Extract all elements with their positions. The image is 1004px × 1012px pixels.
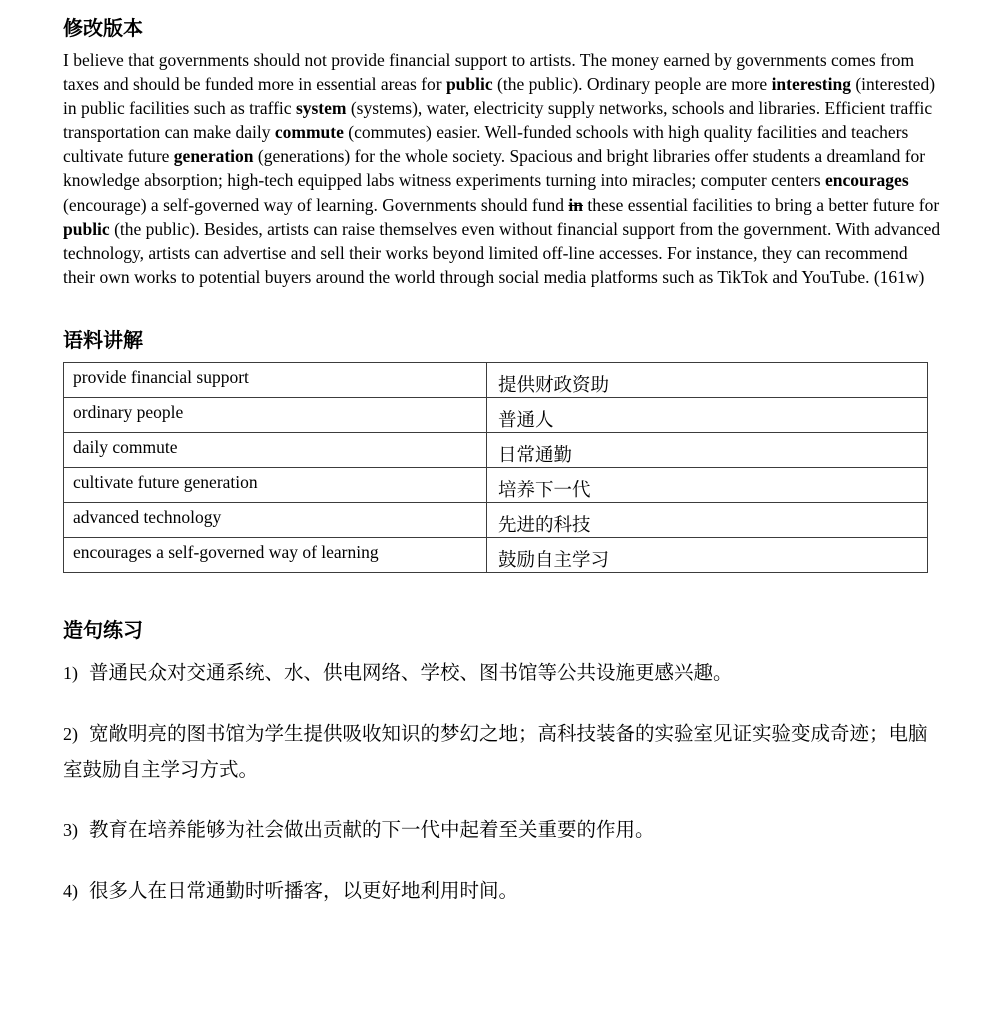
essay-text-run: (the public). Ordinary people are more bbox=[492, 74, 772, 95]
revision-paragraph bbox=[63, 48, 941, 289]
essay-text-run: (commutes) easier. Well-funded schools with high quality facilities and teachers cultivate future bbox=[63, 122, 909, 167]
practice-sentence bbox=[63, 873, 941, 909]
vocab-phrase-en: advanced technology bbox=[64, 502, 487, 537]
essay-correction-word: interesting bbox=[771, 74, 851, 95]
practice-sentence bbox=[63, 812, 941, 848]
essay-correction-word: in bbox=[568, 194, 583, 215]
essay-text-run: (interested) in public facilities such as traffic bbox=[63, 74, 936, 119]
vocab-phrase-zh: 普通人 bbox=[487, 397, 928, 432]
practice-heading: 造句练习 bbox=[63, 617, 143, 642]
practice-sentence bbox=[63, 716, 941, 787]
vocab-table-row bbox=[64, 467, 928, 502]
vocab-table-row bbox=[64, 502, 928, 537]
essay-correction-word: commute bbox=[274, 122, 344, 143]
essay-correction-word: system bbox=[295, 98, 347, 119]
practice-sentence bbox=[63, 655, 941, 691]
vocab-phrase-en: encourages a self-governed way of learning bbox=[64, 537, 487, 572]
sentence-text: 教育在培养能够为社会做出贡献的下一代中起着至关重要的作用。 bbox=[89, 817, 655, 841]
essay-text-run: I believe that governments should not provide financial support to artists. The money earned by governments comes from taxes and should be funded more in essential areas for bbox=[63, 50, 915, 95]
vocab-phrase-en: daily commute bbox=[64, 432, 487, 467]
vocab-phrase-en: ordinary people bbox=[64, 397, 487, 432]
sentence-text: 很多人在日常通勤时听播客，以更好地利用时间。 bbox=[89, 878, 519, 902]
essay-text-run: (generations) for the whole society. Spacious and bright libraries offer students a dreamland for knowledge absorption; high-tech equipped labs witness experiments turning into miracles; computer centers bbox=[63, 146, 926, 191]
vocab-phrase-en: provide financial support bbox=[64, 362, 487, 397]
essay-text-run: (systems), water, electricity supply networks, schools and libraries. Efficient traffic transportation can make daily bbox=[63, 98, 933, 143]
essay-correction-word: encourages bbox=[825, 170, 909, 191]
sentence-text: 宽敞明亮的图书馆为学生提供吸收知识的梦幻之地；高科技装备的实验室见证实验变成奇迹；电脑室鼓励自主学习方式。 bbox=[63, 721, 928, 781]
vocab-heading: 语料讲解 bbox=[63, 327, 143, 352]
essay-text-run: these essential facilities to bring a better future for bbox=[583, 194, 940, 215]
sentence-text: 普通民众对交通系统、水、供电网络、学校、图书馆等公共设施更感兴趣。 bbox=[89, 660, 733, 684]
vocab-phrase-zh: 日常通勤 bbox=[487, 432, 928, 467]
revision-section bbox=[63, 15, 941, 289]
essay-correction-word: public bbox=[445, 74, 493, 95]
vocab-phrase-en: cultivate future generation bbox=[64, 467, 487, 502]
essay-correction-word: generation bbox=[173, 146, 254, 167]
vocab-section bbox=[63, 327, 941, 573]
vocab-phrase-zh: 培养下一代 bbox=[487, 467, 928, 502]
sentence-number: 1) bbox=[63, 662, 78, 683]
vocab-phrase-zh: 提供财政资助 bbox=[487, 362, 928, 397]
essay-text-run: (encourage) a self-governed way of learning. Governments should fund bbox=[63, 194, 569, 215]
practice-section bbox=[63, 617, 941, 909]
sentence-number: 2) bbox=[63, 723, 78, 744]
sentence-number: 3) bbox=[63, 819, 78, 840]
vocab-table-row bbox=[64, 432, 928, 467]
revision-heading: 修改版本 bbox=[63, 16, 143, 40]
vocab-table bbox=[63, 362, 928, 573]
vocab-table-row bbox=[64, 397, 928, 432]
vocab-table-row bbox=[64, 362, 928, 397]
essay-correction-word: public bbox=[63, 218, 110, 239]
vocab-table-row bbox=[64, 537, 928, 572]
sentence-list bbox=[63, 655, 941, 909]
sentence-number: 4) bbox=[63, 880, 78, 901]
vocab-phrase-zh: 鼓励自主学习 bbox=[487, 537, 928, 572]
vocab-phrase-zh: 先进的科技 bbox=[487, 502, 928, 537]
essay-text-run: (the public). Besides, artists can raise themselves even without financial support from the government. With advanced technology, artists can advertise and sell their works beyond limited off-line accesses. For instance, they can recommend their own works to potential buyers around the world through social media platforms such as TikTok and YouTube. (161w) bbox=[63, 218, 941, 287]
